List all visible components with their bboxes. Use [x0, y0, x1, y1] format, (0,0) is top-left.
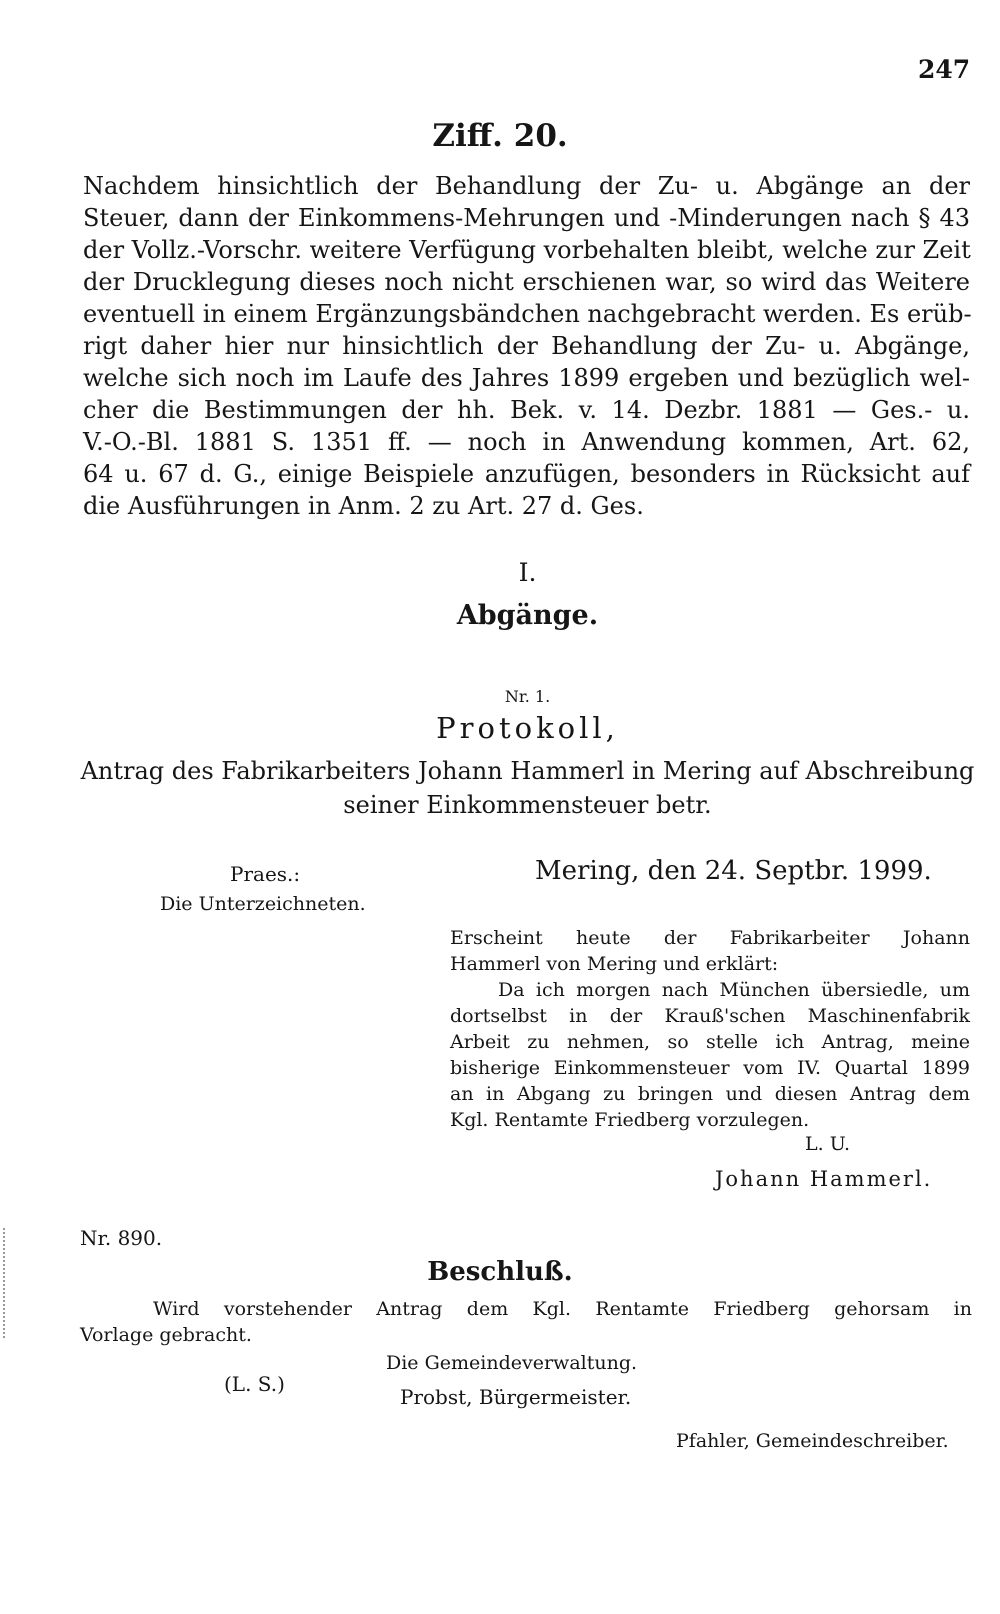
- declaration-line: dortselbst in der Krauß'schen Maschinenfabrik: [450, 1005, 970, 1027]
- declaration-line: an in Abgang zu bringen und diesen Antrag dem: [450, 1083, 970, 1105]
- intro-line: V.-O.-Bl. 1881 S. 1351 ff. — noch in Anwendung kommen, Art. 62,: [83, 428, 970, 456]
- signatories-label: Die Unterzeichneten.: [160, 893, 366, 915]
- declaration-line: Kgl. Rentamte Friedberg vorzulegen.: [450, 1109, 810, 1131]
- intro-line: welche sich noch im Laufe des Jahres 1899 ergeben und bezüglich wel-: [83, 364, 970, 392]
- intro-line: Steuer, dann der Einkommens-Mehrungen und -Minderungen nach § 43: [83, 204, 970, 232]
- praes-label: Praes.:: [230, 862, 301, 886]
- resolution-line: Wird vorstehender Antrag dem Kgl. Rentamte Friedberg gehorsam in: [153, 1298, 972, 1320]
- protokoll-subject-line: Antrag des Fabrikarbeiters Johann Hammerl in Mering auf Abschreibung: [80, 757, 975, 785]
- declarant-signature: Johann Hammerl.: [715, 1167, 933, 1191]
- mayor-signature: Probst, Bürgermeister.: [400, 1385, 632, 1409]
- page-number: 247: [918, 55, 971, 84]
- place-date: Mering, den 24. Septbr. 1999.: [535, 856, 932, 886]
- protokoll-subject-line: seiner Einkommensteuer betr.: [343, 791, 712, 819]
- lu-mark: L. U.: [805, 1133, 851, 1155]
- section-title: Abgänge.: [456, 600, 599, 631]
- protokoll-subject: [80, 754, 975, 822]
- protokoll-heading: Protokoll,: [436, 711, 619, 745]
- municipal-administration: Die Gemeindeverwaltung.: [386, 1352, 638, 1374]
- seal-mark: (L. S.): [224, 1372, 285, 1396]
- declaration-line: Arbeit zu nehmen, so stelle ich Antrag, meine: [450, 1031, 970, 1053]
- resolution-title: Beschluß.: [427, 1257, 573, 1287]
- clerk-signature: Pfahler, Gemeindeschreiber.: [676, 1430, 949, 1452]
- intro-line: der Drucklegung dieses noch nicht erschienen war, so wird das Weitere: [83, 268, 970, 296]
- intro-line: rigt daher hier nur hinsichtlich der Behandlung der Zu- u. Abgänge,: [83, 332, 970, 360]
- intro-line: die Ausführungen in Anm. 2 zu Art. 27 d. Ges.: [83, 492, 644, 520]
- declaration-block: [450, 925, 970, 1133]
- intro-line: cher die Bestimmungen der hh. Bek. v. 14. Dezbr. 1881 — Ges.- u.: [83, 396, 970, 424]
- resolution-paragraph: [80, 1296, 972, 1348]
- intro-line: der Vollz.-Vorschr. weitere Verfügung vorbehalten bleibt, welche zur Zeit: [83, 236, 971, 264]
- margin-dots: [3, 1228, 7, 1338]
- file-number: Nr. 890.: [80, 1226, 163, 1250]
- protokoll-number: Nr. 1.: [504, 687, 551, 706]
- resolution-line: Vorlage gebracht.: [80, 1324, 252, 1346]
- intro-line: 64 u. 67 d. G., einige Beispiele anzufügen, besonders in Rücksicht auf: [83, 460, 970, 488]
- intro-line: Nachdem hinsichtlich der Behandlung der Zu- u. Abgänge an der: [83, 172, 970, 200]
- section-number: I.: [518, 558, 537, 587]
- declaration-line: Hammerl von Mering und erklärt:: [450, 953, 779, 975]
- declaration-line: bisherige Einkommensteuer vom IV. Quartal 1899: [450, 1057, 970, 1079]
- intro-line: eventuell in einem Ergänzungsbändchen nachgebracht werden. Es erüb-: [83, 300, 972, 328]
- ziffer-heading: Ziff. 20.: [432, 118, 568, 154]
- declaration-line: Erscheint heute der Fabrikarbeiter Johann: [450, 927, 970, 949]
- declaration-line: Da ich morgen nach München übersiedle, um: [498, 979, 970, 1001]
- intro-paragraph: [83, 170, 970, 522]
